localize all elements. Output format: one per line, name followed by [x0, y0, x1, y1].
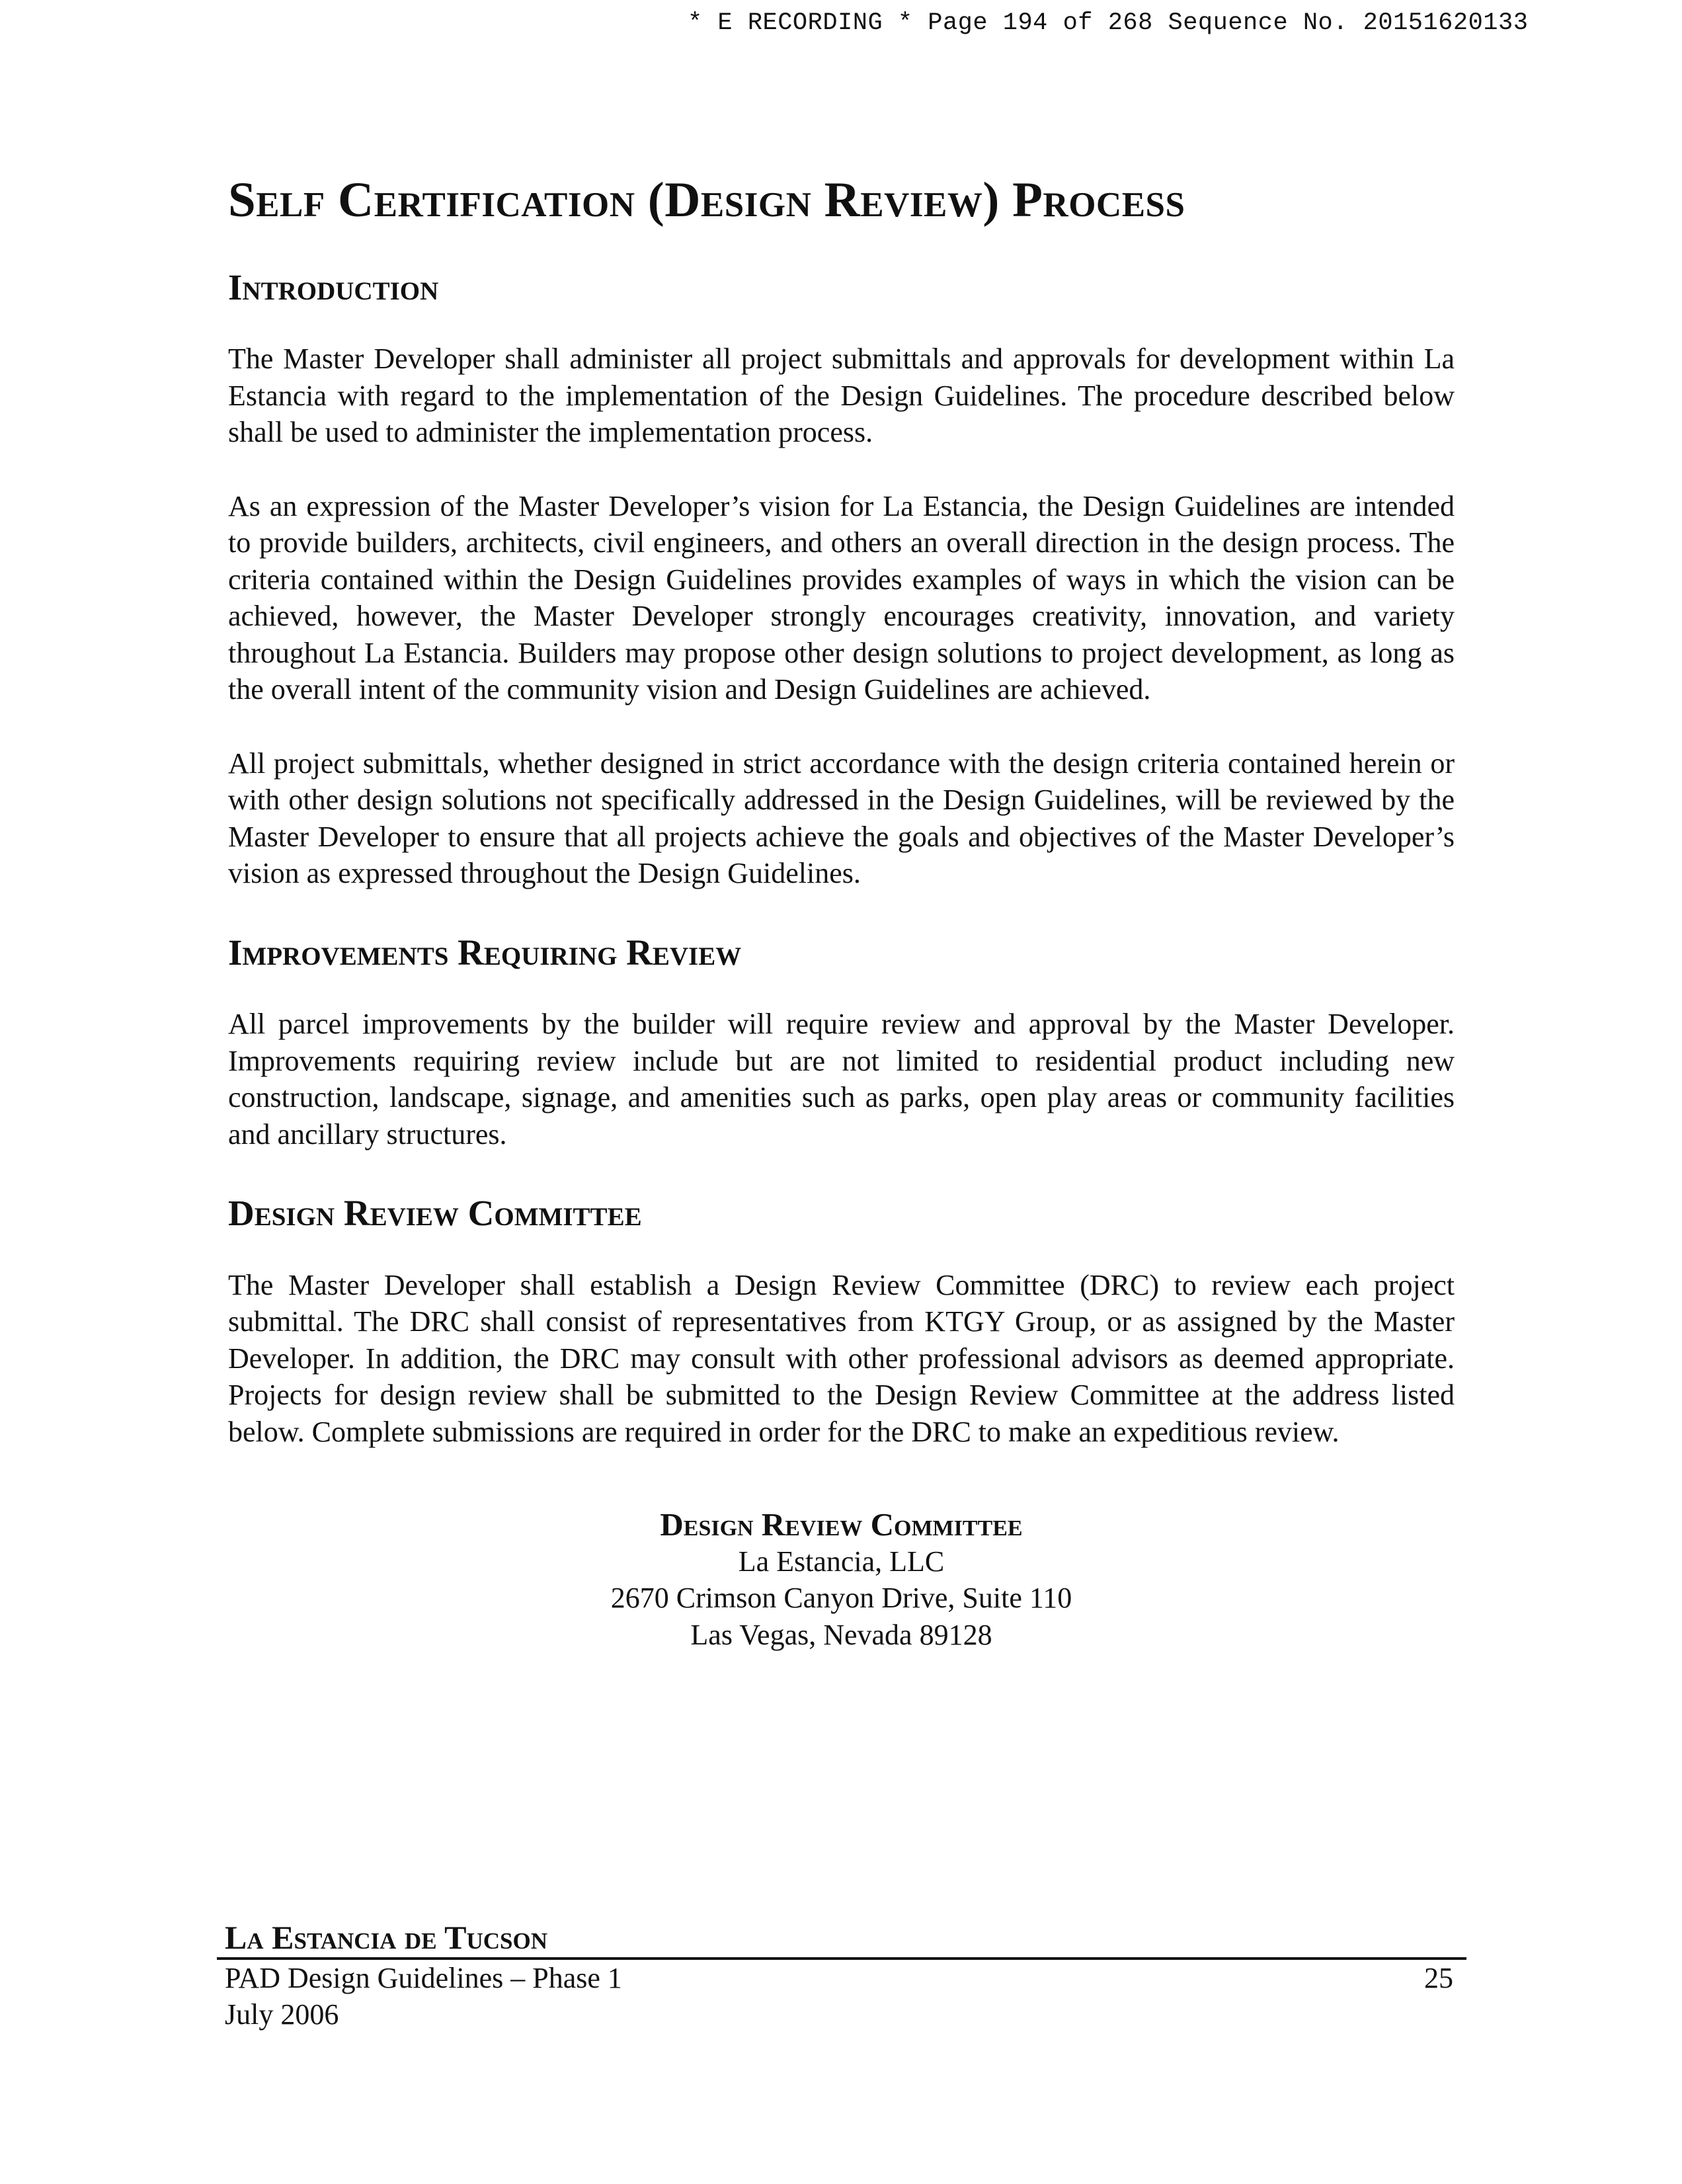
- address-block: [228, 1506, 1455, 1653]
- committee-paragraph: The Master Developer shall establish a Design Review Committee (DRC) to review each project submittal. The DRC shall consist of representatives from KTGY Group, or as assigned by the Master Developer. In addition, the DRC may consult with other professional advisors as deemed appropriate. Projects for design review shall be submitted to the Design Review Committee at the address listed below. Complete submissions are required in order for the DRC to make an expeditious review.: [228, 1268, 1455, 1448]
- page-title: Self Certification (Design Review) Process: [228, 173, 1185, 227]
- introduction-paragraph-2: As an expression of the Master Developer’s vision for La Estancia, the Design Guidelines are intended to provide builders, architects, civil engineers, and others an overall direction in the design process. The criteria contained within the Design Guidelines provides examples of ways in which the vision can be achieved, however, the Master Developer strongly encourages creativity, innovation, and variety throughout La Estancia. Builders may propose other design solutions to project development, as long as the overall intent of the community vision and Design Guidelines are achieved.: [228, 489, 1455, 706]
- footer-subtitle: PAD Design Guidelines – Phase 1: [225, 1962, 622, 1994]
- committee-heading: Design Review Committee: [228, 1193, 642, 1233]
- improvements-heading: Improvements Requiring Review: [228, 932, 742, 973]
- address-heading: Design Review Committee: [660, 1506, 1023, 1543]
- introduction-paragraph-1: The Master Developer shall administer all project submittals and approvals for development within La Estancia with regard to the implementation of the Design Guidelines. The procedure described below shall be used to administer the implementation process.: [228, 343, 1455, 448]
- page-content: [228, 173, 1455, 1653]
- footer-date: July 2006: [225, 1998, 339, 2031]
- page-footer: [217, 1919, 1466, 2033]
- footer-row: [217, 1960, 1466, 1996]
- address-city: Las Vegas, Nevada 89128: [690, 1618, 992, 1651]
- page-number: 25: [1424, 1962, 1453, 1994]
- improvements-paragraph: All parcel improvements by the builder will require review and approval by the Master Developer. Improvements requiring review include but are not limited to residential product including new construction, landscape, signage, and amenities such as parks, open play areas or community facilities and ancillary structures.: [228, 1008, 1455, 1151]
- footer-title: La Estancia de Tucson: [225, 1919, 547, 1956]
- introduction-paragraph-3: All project submittals, whether designed in strict accordance with the design criteria contained herein or with other design solutions not specifically addressed in the Design Guidelines, will be reviewed by the Master Developer to ensure that all projects achieve the goals and objectives of the Master Developer’s vision as expressed throughout the Design Guidelines.: [228, 747, 1455, 889]
- introduction-heading: Introduction: [228, 266, 439, 307]
- address-company: La Estancia, LLC: [738, 1545, 945, 1578]
- recording-header: * E RECORDING * Page 194 of 268 Sequence No. 20151620133: [688, 9, 1529, 37]
- address-street: 2670 Crimson Canyon Drive, Suite 110: [610, 1582, 1072, 1614]
